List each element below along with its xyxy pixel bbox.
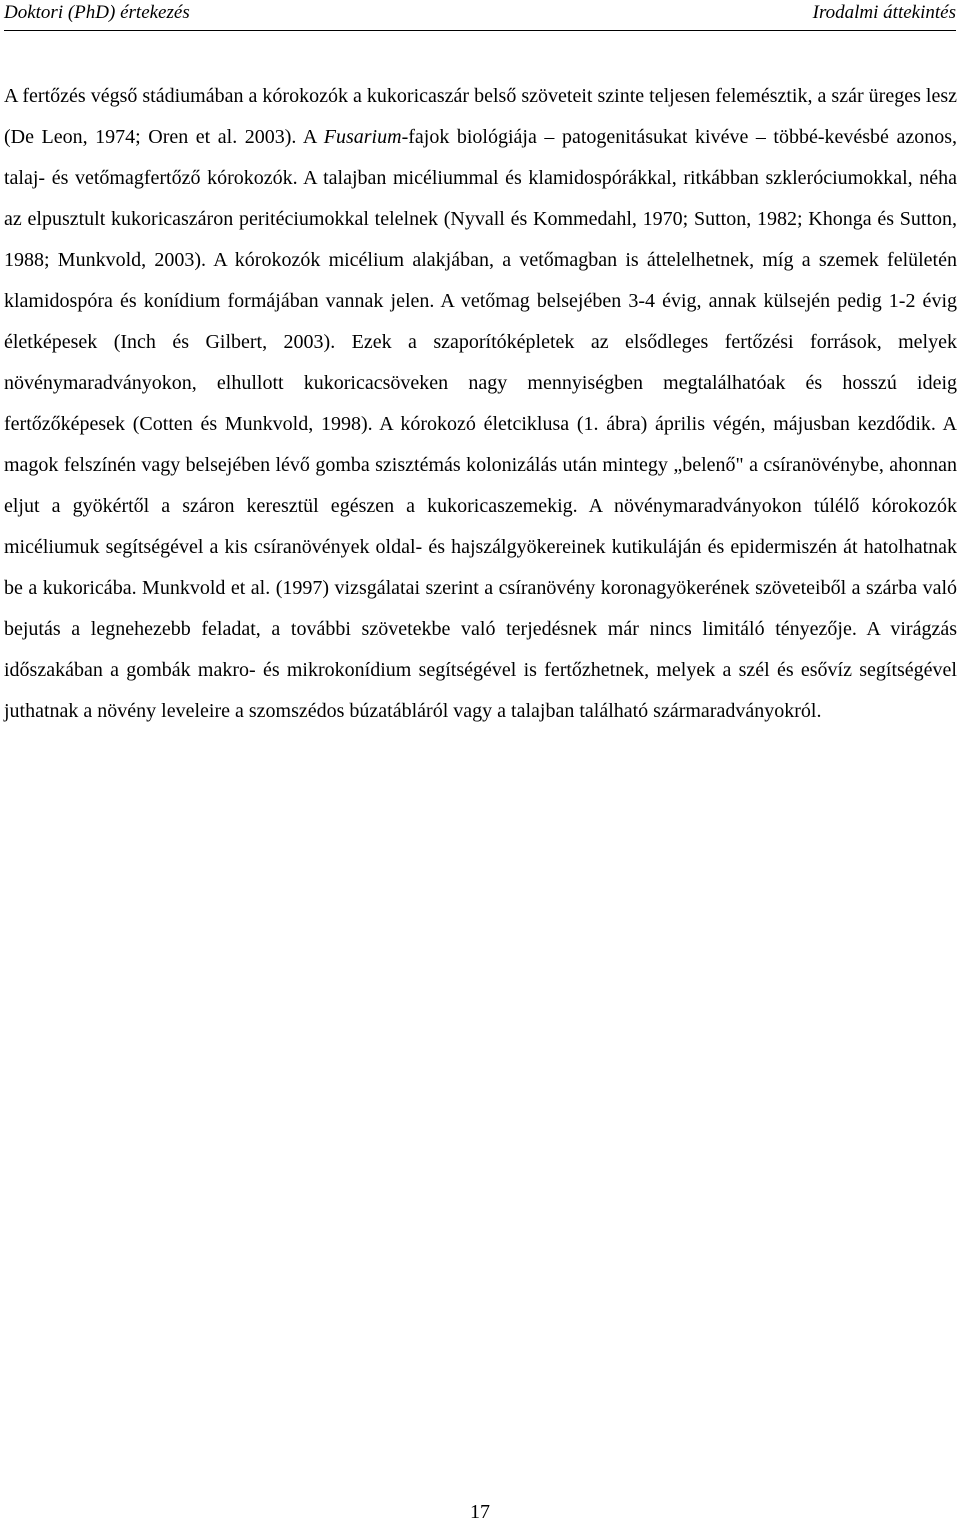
body-paragraph bbox=[4, 76, 957, 732]
body-text-italic-genus: Fusarium bbox=[323, 126, 402, 148]
page-number: 17 bbox=[470, 1501, 490, 1523]
body-text-part-2: -fajok biológiája – patogenitásukat kivéve – többé-kevésbé azonos, talaj- és vetőmagfertőző kórokozók. A talajban micéliummal és klamidospórákkal, ritkábban szkleróciumokkal, néha az elpusztult kukoricaszáron peritéciumokkal telelnek (Nyvall és Kommedahl, 1970; Sutton, 1982; Khonga és Sutton, 1988; Munkvold, 2003). A kórokozók micélium alakjában, a vetőmagban is áttelelhetnek, míg a szemek felületén klamidospóra és konídium formájában vannak jelen. A vetőmag belsejében 3-4 évig, annak külsején pedig 1-2 évig életképesek (Inch és Gilbert, 2003). Ezek a szaporítóképletek az elsődleges fertőzési források, melyek növénymaradványokon, elhullott kukoricacsöveken nagy mennyiségben megtalálhatóak és hosszú ideig fertőzőképesek (Cotten és Munkvold, 1998). A kórokozó életciklusa (1. ábra) április végén, májusban kezdődik. A magok felszínén vagy belsejében lévő gomba szisztémás kolonizálás után mintegy „belenő" a csíranövénybe, ahonnan eljut a gyökértől a száron keresztül egészen a kukoricaszemekig. A növénymaradványokon túlélő kórokozók micéliumuk segítségével a kis csíranövények oldal- és hajszálgyökereinek kutikuláján és epidermiszén át hatolhatnak be a kukoricába. Munkvold et al. (1997) vizsgálatai szerint a csíranövény koronagyökerének szöveteiből a szárba való bejutás a legnehezebb feladat, a további szövetekbe való terjedésnek már nincs limitáló tényezője. A virágzás időszakában a gombák makro- és mikrokonídium segítségével is fertőzhetnek, melyek a szél és esővíz segítségével juthatnak a növény leveleire a szomszédos búzatábláról vagy a talajban található szármaradványokról. bbox=[4, 126, 958, 722]
body-text-part-1: A fertőzés végső stádiumában a kórokozók a kukoricaszár belső szöveteit szinte teljesen felemésztik, a szár üreges lesz (De Leon, 1974; Oren et al. 2003). A bbox=[4, 85, 957, 148]
header-chapter-title: Irodalmi áttekintés bbox=[812, 2, 956, 23]
page-header bbox=[4, 0, 956, 31]
header-document-type: Doktori (PhD) értekezés bbox=[4, 2, 190, 23]
